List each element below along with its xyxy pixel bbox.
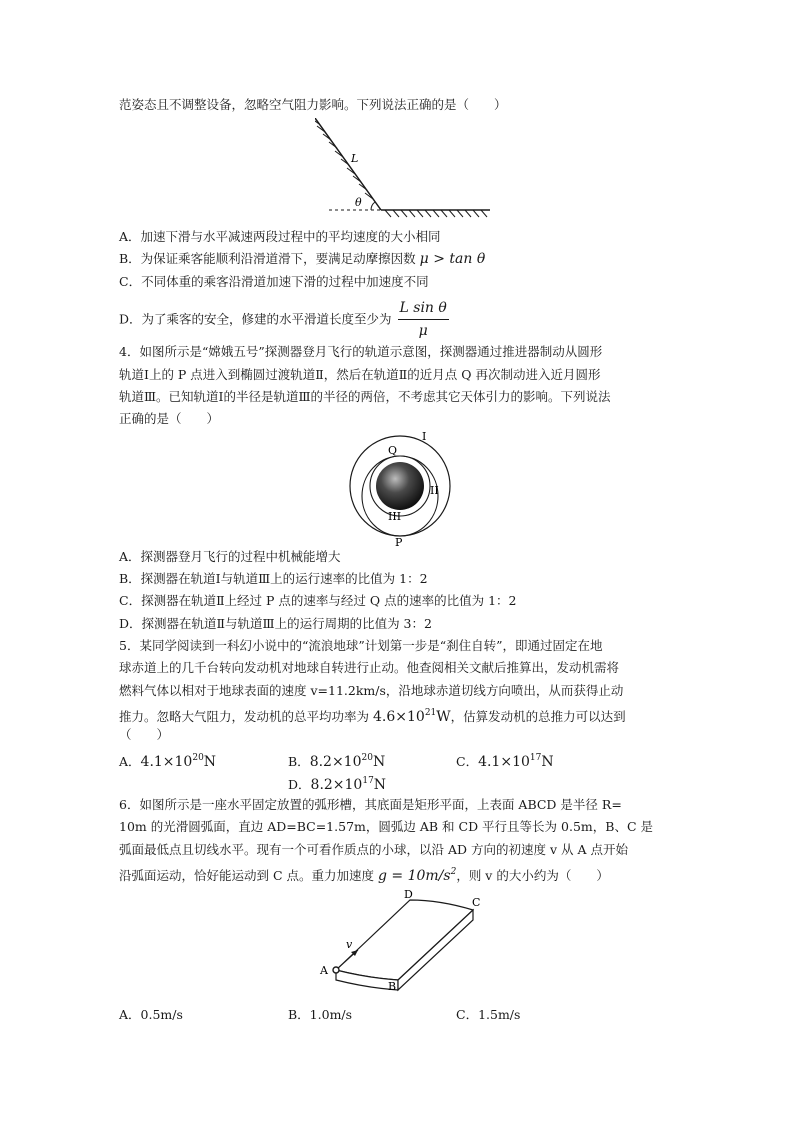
q5-option-b bbox=[288, 750, 385, 770]
fraction-denominator: μ bbox=[418, 323, 428, 339]
gravity-exponent: 2 bbox=[450, 867, 457, 877]
label-L: L bbox=[351, 152, 359, 165]
q4-line-2: 轨道Ⅰ上的 P 点进入到椭圆过渡轨道Ⅱ，然后在轨道Ⅱ的近月点 Q 再次制动进入近月圆形 bbox=[119, 367, 601, 382]
q6-option-a: A．0.5m/s bbox=[119, 1007, 183, 1022]
q6-option-b: B．1.0m/s bbox=[288, 1007, 353, 1022]
q3-option-b bbox=[119, 251, 485, 267]
q6-line-3: 弧面最低点且切线水平。现有一个可看作质点的小球，以沿 AD 方向的初速度 v 从 A 点开始 bbox=[119, 842, 628, 857]
option-exponent: 17 bbox=[362, 776, 374, 786]
q3-option-d-text: D．为了乘客的安全，修建的水平滑道长度至少为 bbox=[119, 311, 392, 327]
q6-option-c: C．1.5m/s bbox=[456, 1007, 521, 1022]
label-B: B bbox=[388, 980, 397, 993]
option-base: 4.1×10 bbox=[478, 754, 530, 770]
arc-slab-figure bbox=[318, 888, 493, 998]
label-v: v bbox=[346, 938, 353, 951]
option-exponent: 17 bbox=[529, 753, 542, 763]
q5-option-a bbox=[119, 750, 216, 770]
q4-line-4: 正确的是（ ） bbox=[119, 411, 220, 426]
q5-line-4-text: 推力。忽略大气阻力，发动机的总平均功率为 bbox=[119, 709, 370, 724]
intro-line: 范姿态且不调整设备，忽略空气阻力影响。下列说法正确的是（ ） bbox=[119, 97, 507, 112]
label-orbit-I: I bbox=[422, 430, 427, 443]
q4-option-b: B．探测器在轨道Ⅰ与轨道Ⅲ上的运行速率的比值为 1：2 bbox=[119, 571, 428, 586]
fraction-numerator: L sin θ bbox=[398, 297, 449, 320]
q6-line-1: 6．如图所示是一座水平固定放置的弧形槽，其底面是矩形平面，上表面 ABCD 是半径 R= bbox=[119, 797, 622, 812]
option-letter: B． bbox=[288, 754, 310, 769]
option-letter: A． bbox=[119, 754, 141, 769]
q5-line-4-tail: ，估算发动机的总推力可以达到 bbox=[450, 709, 626, 724]
q3-option-d-fraction bbox=[398, 297, 449, 342]
incline-figure bbox=[315, 118, 495, 218]
option-exponent: 20 bbox=[192, 753, 204, 763]
q5-line-4 bbox=[119, 705, 626, 725]
q5-line-1: 5．某同学阅读到一科幻小说中的“流浪地球”计划第一步是“刹住自转”，即通过固定在地 bbox=[119, 638, 603, 653]
q5-option-c bbox=[456, 750, 554, 770]
gravity-value: g = 10m/s bbox=[378, 868, 451, 884]
orbit-figure bbox=[340, 428, 460, 548]
option-base: 8.2×10 bbox=[309, 754, 362, 770]
label-C: C bbox=[472, 896, 481, 909]
label-Q: Q bbox=[388, 444, 398, 457]
q6-line-2: 10m 的光滑圆弧面，直边 AD=BC=1.57m，圆弧边 AB 和 CD 平行且等长为 0.5m，B、C 是 bbox=[119, 819, 653, 834]
label-orbit-III: III bbox=[388, 510, 402, 523]
option-unit: N bbox=[541, 754, 554, 770]
q5-line-5: （ ） bbox=[119, 727, 170, 742]
power-base: 4.6×10 bbox=[373, 709, 425, 725]
q3-option-d bbox=[119, 297, 449, 342]
q3-option-a: A．加速下滑与水平减速两段过程中的平均速度的大小相同 bbox=[119, 229, 441, 244]
q6-line-4-text: 沿弧面运动，恰好能运动到 C 点。重力加速度 bbox=[119, 868, 375, 883]
q4-option-a: A．探测器登月飞行的过程中机械能增大 bbox=[119, 549, 341, 564]
power-exponent: 21 bbox=[424, 708, 437, 718]
q3-option-c: C．不同体重的乘客沿滑道加速下滑的过程中加速度不同 bbox=[119, 274, 429, 289]
option-unit: N bbox=[372, 754, 386, 770]
q4-option-d: D．探测器在轨道Ⅱ与轨道Ⅲ上的运行周期的比值为 3：2 bbox=[119, 616, 432, 631]
q3-option-b-math: μ > tan θ bbox=[419, 251, 486, 267]
q3-option-b-text: B．为保证乘客能顺利沿滑道滑下，要满足动摩擦因数 bbox=[119, 251, 416, 266]
q5-line-3: 燃料气体以相对于地球表面的速度 v=11.2km/s，沿地球赤道切线方向喷出，从而获得止动 bbox=[119, 683, 624, 698]
option-base: 4.1×10 bbox=[140, 754, 193, 770]
q5-option-d bbox=[288, 773, 386, 793]
option-letter: D． bbox=[288, 777, 311, 792]
label-A: A bbox=[320, 964, 328, 977]
option-exponent: 20 bbox=[361, 753, 373, 763]
label-D: D bbox=[404, 888, 413, 901]
q6-line-4 bbox=[119, 864, 609, 884]
label-P: P bbox=[395, 536, 403, 548]
option-letter: C． bbox=[456, 754, 479, 769]
q5-line-2: 球赤道上的几千台转向发动机对地球自转进行止动。他查阅相关文献后推算出，发动机需将 bbox=[119, 660, 620, 675]
q6-gravity bbox=[378, 868, 456, 884]
q4-option-c: C．探测器在轨道Ⅱ上经过 P 点的速率与经过 Q 点的速率的比值为 1：2 bbox=[119, 593, 517, 608]
power-unit: W bbox=[436, 709, 451, 725]
q4-line-1: 4．如图所示是“嫦娥五号”探测器登月飞行的轨道示意图，探测器通过推进器制动从圆形 bbox=[119, 344, 603, 359]
q4-line-3: 轨道Ⅲ。已知轨道Ⅰ的半径是轨道Ⅲ的半径的两倍，不考虑其它天体引力的影响。下列说法 bbox=[119, 389, 611, 404]
option-base: 8.2×10 bbox=[310, 777, 363, 793]
option-unit: N bbox=[373, 777, 387, 793]
q6-line-4-tail: ，则 v 的大小约为（ ） bbox=[456, 868, 609, 883]
q5-power-value bbox=[373, 709, 451, 725]
option-unit: N bbox=[203, 754, 217, 770]
label-orbit-II: II bbox=[430, 484, 439, 497]
label-theta: θ bbox=[355, 196, 362, 209]
